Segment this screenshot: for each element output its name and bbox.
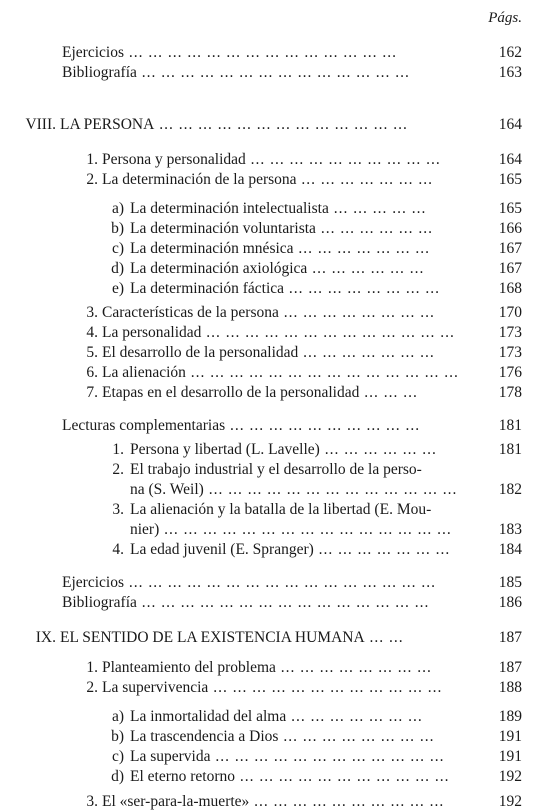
toc-entry-title: El desarrollo de la personalidad ... ... ... ... ... ... ...	[102, 344, 435, 361]
dot-leader: ... ... ... ... ... ... ... ...	[275, 659, 432, 676]
toc-entry-number: 1.	[112, 441, 124, 458]
toc-entry-title: El trabajo industrial y el desarrollo de la perso-	[130, 461, 422, 478]
toc-entry-number: 7.	[86, 384, 98, 401]
toc-entry-number: a)	[111, 200, 124, 217]
toc-entry-title: na (S. Weil) ... ... ... ... ... ... ... ... ... ... ... ... ...	[130, 481, 458, 498]
toc-entry-page: 186	[498, 594, 522, 611]
dot-leader: ... ... ... ... ... ... ...	[296, 171, 434, 188]
toc-entry-page: 167	[498, 240, 522, 257]
toc-entry-page: 181	[498, 441, 522, 458]
dot-leader: ... ... ... ... ... ... ... ... ... ... ... ... ...	[203, 481, 458, 498]
dot-leader: ... ... ... ... ... ... ... ...	[278, 728, 435, 745]
dot-leader: ... ... ... ... ... ... ... ... ... ... ...	[235, 768, 450, 785]
dot-leader: ... ... ... ... ... ...	[319, 441, 437, 458]
toc-entry-title: La inmortalidad del alma ... ... ... ... ... ... ...	[130, 708, 423, 725]
dot-leader: ... ... ...	[359, 384, 418, 401]
toc-entry-page: 167	[498, 260, 522, 277]
toc-entry-number: 3.	[112, 501, 124, 518]
dot-leader: ... ... ... ... ... ... ...	[286, 708, 423, 725]
toc-entry-page: 166	[498, 220, 522, 237]
toc-entry-title: La personalidad ... ... ... ... ... ... ... ... ... ... ... ... ...	[102, 324, 455, 341]
toc-entry-title: La determinación intelectualista ... ... ... ... ...	[130, 200, 427, 217]
toc-entry-number: b)	[111, 220, 124, 237]
toc-entry-page: 185	[498, 574, 522, 591]
dot-leader: ... ... ... ... ... ... ... ... ... ...	[245, 151, 441, 168]
toc-entry-page: 168	[498, 280, 522, 297]
dot-leader: ... ... ... ... ... ... ... ... ... ... ... ... ... ... ...	[136, 594, 430, 611]
dot-leader: ... ... ... ... ... ... ... ... ... ...	[225, 417, 421, 434]
dot-leader: ... ... ... ... ... ... ...	[313, 541, 451, 558]
toc-entry-title: Lecturas complementarias ... ... ... ... ... ... ... ... ... ...	[62, 417, 421, 434]
column-header-pages: Págs.	[488, 10, 522, 26]
dot-leader: ... ... ... ... ... ... ... ... ... ... ... ...	[210, 748, 445, 765]
toc-entry-title: La alienación ... ... ... ... ... ... ... ... ... ... ... ... ... ...	[102, 364, 459, 381]
toc-entry-number: IX.	[35, 629, 56, 646]
toc-entry-title: El «ser-para-la-muerte» ... ... ... ... ... ... ... ... ... ...	[102, 793, 445, 810]
toc-entry-number: c)	[111, 240, 124, 257]
dot-leader: ... ... ... ... ... ... ... ... ... ... ... ...	[208, 679, 443, 696]
dot-leader: ... ... ... ... ... ... ... ...	[278, 304, 435, 321]
dot-leader: ... ... ... ... ... ...	[307, 260, 425, 277]
toc-entry-title: La edad juvenil (E. Spranger) ... ... ... ... ... ... ...	[130, 541, 451, 558]
toc-entry-page: 173	[498, 344, 522, 361]
toc-entry-page: 162	[498, 44, 522, 61]
dot-leader: ... ... ... ... ... ... ... ... ... ... ... ... ...	[201, 324, 455, 341]
dot-leader: ... ... ... ... ... ... ... ... ... ...	[249, 793, 445, 810]
dot-leader: ... ... ... ... ... ... ... ... ... ... ... ... ... ... ... ...	[123, 574, 436, 591]
toc-entry-number: d)	[111, 260, 124, 277]
toc-entry-number: c)	[111, 748, 124, 765]
dot-leader: ... ... ... ... ... ... ...	[298, 344, 435, 361]
toc-entry-title: La supervivencia ... ... ... ... ... ... ... ... ... ... ... ...	[102, 679, 443, 696]
toc-entry-number: d)	[111, 768, 124, 785]
toc-entry-number: 5.	[86, 344, 98, 361]
toc-entry-page: 187	[498, 629, 522, 646]
toc-entry-title: Persona y libertad (L. Lavelle) ... ... ... ... ... ...	[130, 441, 437, 458]
toc-entry-page: 176	[498, 364, 522, 381]
toc-entry-title: La trascendencia a Dios ... ... ... ... ... ... ... ...	[130, 728, 435, 745]
dot-leader: ... ... ... ... ... ... ... ... ... ... ... ... ... ...	[136, 64, 410, 81]
toc-entry-page: 189	[498, 708, 522, 725]
toc-entry-number: 6.	[86, 364, 98, 381]
toc-entry-page: 192	[498, 793, 522, 810]
toc-entry-number: 4.	[86, 324, 98, 341]
toc-entry-page: 163	[498, 64, 522, 81]
toc-entry-title: La determinación de la persona ... ... ... ... ... ... ...	[102, 171, 434, 188]
toc-entry-title: Persona y personalidad ... ... ... ... ... ... ... ... ... ...	[102, 151, 441, 168]
toc-entry-number: 3.	[86, 304, 98, 321]
toc-entry-title: El eterno retorno ... ... ... ... ... ... ... ... ... ... ...	[130, 768, 450, 785]
toc-entry-title: Características de la persona ... ... ... ... ... ... ... ...	[102, 304, 435, 321]
dot-leader: ... ... ... ... ... ... ... ... ... ... ... ... ...	[154, 116, 408, 133]
toc-entry-number: a)	[111, 708, 124, 725]
toc-entry-page: 184	[498, 541, 522, 558]
dot-leader: ... ... ... ... ... ... ... ... ... ... ... ... ... ... ...	[159, 521, 452, 538]
toc-entry-title: La alienación y la batalla de la libertad (E. Mou-	[130, 501, 432, 518]
dot-leader: ... ... ... ... ... ... ... ... ... ... ... ... ... ...	[123, 44, 397, 61]
toc-entry-page: 187	[498, 659, 522, 676]
toc-entry-page: 165	[498, 171, 522, 188]
toc-entry-page: 173	[498, 324, 522, 341]
dot-leader: ... ... ... ... ... ... ... ...	[284, 280, 441, 297]
toc-entry-number: 2.	[86, 171, 98, 188]
toc-entry-title: La determinación voluntarista ... ... ... ... ... ...	[130, 220, 433, 237]
toc-entry-page: 182	[498, 481, 522, 498]
toc-entry-page: 178	[498, 384, 522, 401]
toc-entry-page: 183	[498, 521, 522, 538]
toc-entry-title: Etapas en el desarrollo de la personalidad ... ... ...	[102, 384, 418, 401]
toc-entry-page: 164	[498, 116, 522, 133]
toc-entry-number: 2.	[112, 461, 124, 478]
dot-leader: ... ...	[364, 629, 404, 646]
toc-entry-title: La determinación mnésica ... ... ... ... ... ... ...	[130, 240, 431, 257]
dot-leader: ... ... ... ... ... ...	[315, 220, 433, 237]
toc-entry-page: 181	[498, 417, 522, 434]
toc-entry-title: La supervida ... ... ... ... ... ... ... ... ... ... ... ...	[130, 748, 445, 765]
toc-entry-page: 165	[498, 200, 522, 217]
toc-entry-page: 192	[498, 768, 522, 785]
toc-entry-title: Ejercicios ... ... ... ... ... ... ... ... ... ... ... ... ... ...	[62, 44, 397, 61]
toc-entry-number: 4.	[112, 541, 124, 558]
dot-leader: ... ... ... ... ... ... ...	[293, 240, 431, 257]
toc-entry-title: EL SENTIDO DE LA EXISTENCIA HUMANA ... ...	[60, 629, 404, 646]
toc-entry-number: 1.	[86, 659, 98, 676]
toc-entry-number: e)	[111, 280, 124, 297]
toc-entry-title: Bibliografía ... ... ... ... ... ... ... ... ... ... ... ... ... ...	[62, 64, 410, 81]
toc-entry-page: 191	[498, 748, 522, 765]
toc-entry-number: VIII.	[25, 116, 56, 133]
toc-entry-page: 164	[498, 151, 522, 168]
toc-entry-number: 1.	[86, 151, 98, 168]
toc-entry-title: LA PERSONA ... ... ... ... ... ... ... ... ... ... ... ... ...	[60, 116, 408, 133]
toc-entry-title: nier) ... ... ... ... ... ... ... ... ... ... ... ... ... ... ...	[130, 521, 452, 538]
toc-entry-title: La determinación axiológica ... ... ... ... ... ...	[130, 260, 425, 277]
toc-entry-number: 3.	[86, 793, 98, 810]
toc-entry-page: 170	[498, 304, 522, 321]
dot-leader: ... ... ... ... ... ... ... ... ... ... ... ... ... ...	[185, 364, 459, 381]
dot-leader: ... ... ... ... ...	[328, 200, 427, 217]
toc-entry-title: Bibliografía ... ... ... ... ... ... ... ... ... ... ... ... ... ... ...	[62, 594, 430, 611]
toc-entry-page: 188	[498, 679, 522, 696]
toc-entry-title: La determinación fáctica ... ... ... ... ... ... ... ...	[130, 280, 441, 297]
toc-entry-number: 2.	[86, 679, 98, 696]
toc-entry-page: 191	[498, 728, 522, 745]
toc-entry-number: b)	[111, 728, 124, 745]
toc-entry-title: Ejercicios ... ... ... ... ... ... ... ... ... ... ... ... ... ... ... ...	[62, 574, 436, 591]
toc-entry-title: Planteamiento del problema ... ... ... ... ... ... ... ...	[102, 659, 432, 676]
